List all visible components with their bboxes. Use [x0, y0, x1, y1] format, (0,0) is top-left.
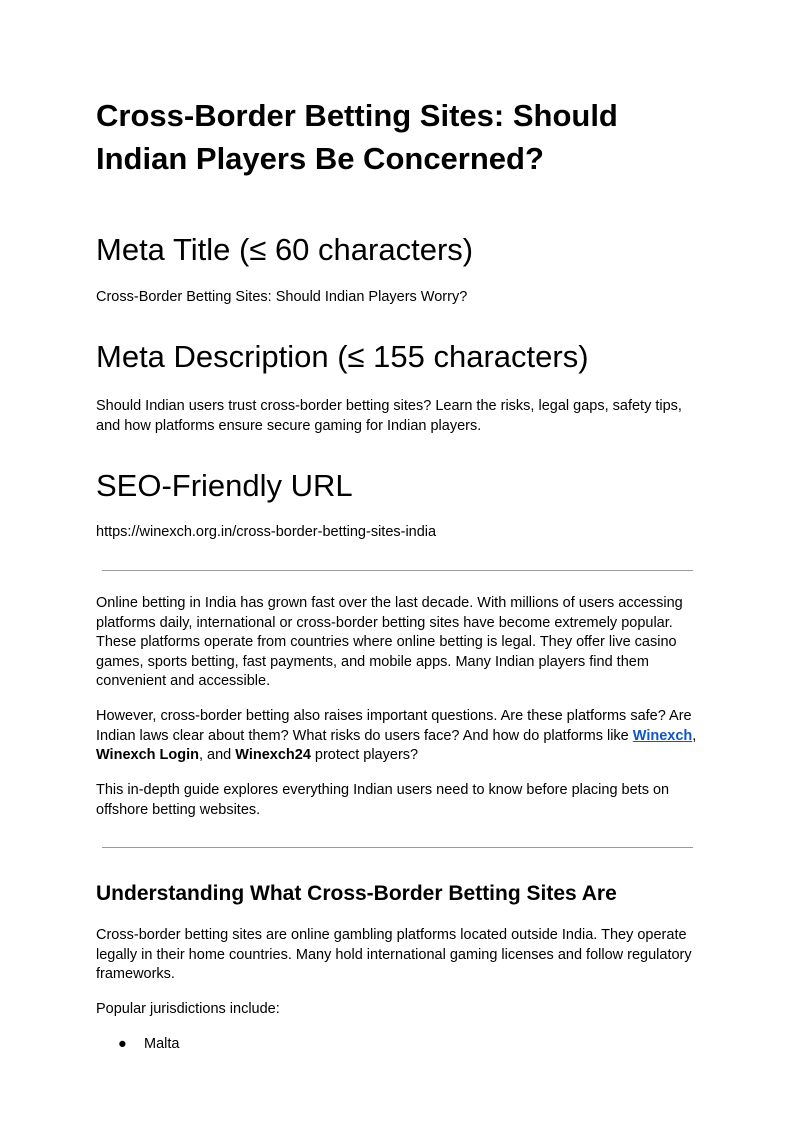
horizontal-divider — [102, 847, 693, 848]
intro-p2-sep1: , — [692, 727, 697, 744]
winexch-login-text: Winexch Login — [96, 747, 199, 763]
section-paragraph-2: Popular jurisdictions include: — [96, 1001, 280, 1017]
list-item-text: Malta — [144, 1036, 180, 1052]
winexch24-text: Winexch24 — [235, 747, 311, 763]
intro-paragraph-1: Online betting in India has grown fast over the last decade. With millions of users accessing platforms daily, international or cross-border betting sites have become extremely popular. These platforms operate from countries where online betting is legal. They offer live casino games, sports betting, fast payments, and mobile apps. Many Indian players find them convenient and accessible. — [96, 595, 683, 689]
meta-description-text: Should Indian users trust cross-border betting sites? Learn the risks, legal gaps, safety tips, and how platforms ensure secure gaming for Indian players. — [96, 398, 682, 434]
intro-p2-tail: protect players? — [310, 747, 419, 763]
meta-title-heading: Meta Title (≤ 60 characters) — [96, 232, 474, 267]
meta-title-text: Cross-Border Betting Sites: Should Indian Players Worry? — [96, 289, 468, 305]
intro-paragraph-2 — [96, 707, 698, 766]
section-heading: Understanding What Cross-Border Betting Sites Are — [96, 882, 617, 905]
horizontal-divider — [102, 570, 693, 571]
bullet-icon: ● — [118, 1036, 127, 1052]
list-item — [118, 1035, 179, 1055]
intro-paragraph-3: This in-depth guide explores everything Indian users need to know before placing bets on offshore betting websites. — [96, 782, 670, 818]
seo-url-heading: SEO-Friendly URL — [96, 468, 353, 503]
meta-description-heading: Meta Description (≤ 155 characters) — [96, 339, 589, 374]
intro-p2-lead: However, cross-border betting also raises important questions. Are these platforms safe? Are Indian laws clear about them? What risks do users face? And how do platforms like — [96, 708, 692, 744]
winexch-link[interactable]: Winexch — [632, 727, 693, 744]
document-title: Cross-Border Betting Sites: Should Indian Players Be Concerned? — [96, 98, 618, 176]
section-paragraph-1: Cross-border betting sites are online gambling platforms located outside India. They operate legally in their home countries. Many hold international gaming licenses and follow regulatory frameworks. — [96, 927, 692, 982]
intro-p2-sep2: , and — [198, 747, 236, 763]
seo-url-text: https://winexch.org.in/cross-border-betting-sites-india — [96, 524, 437, 540]
